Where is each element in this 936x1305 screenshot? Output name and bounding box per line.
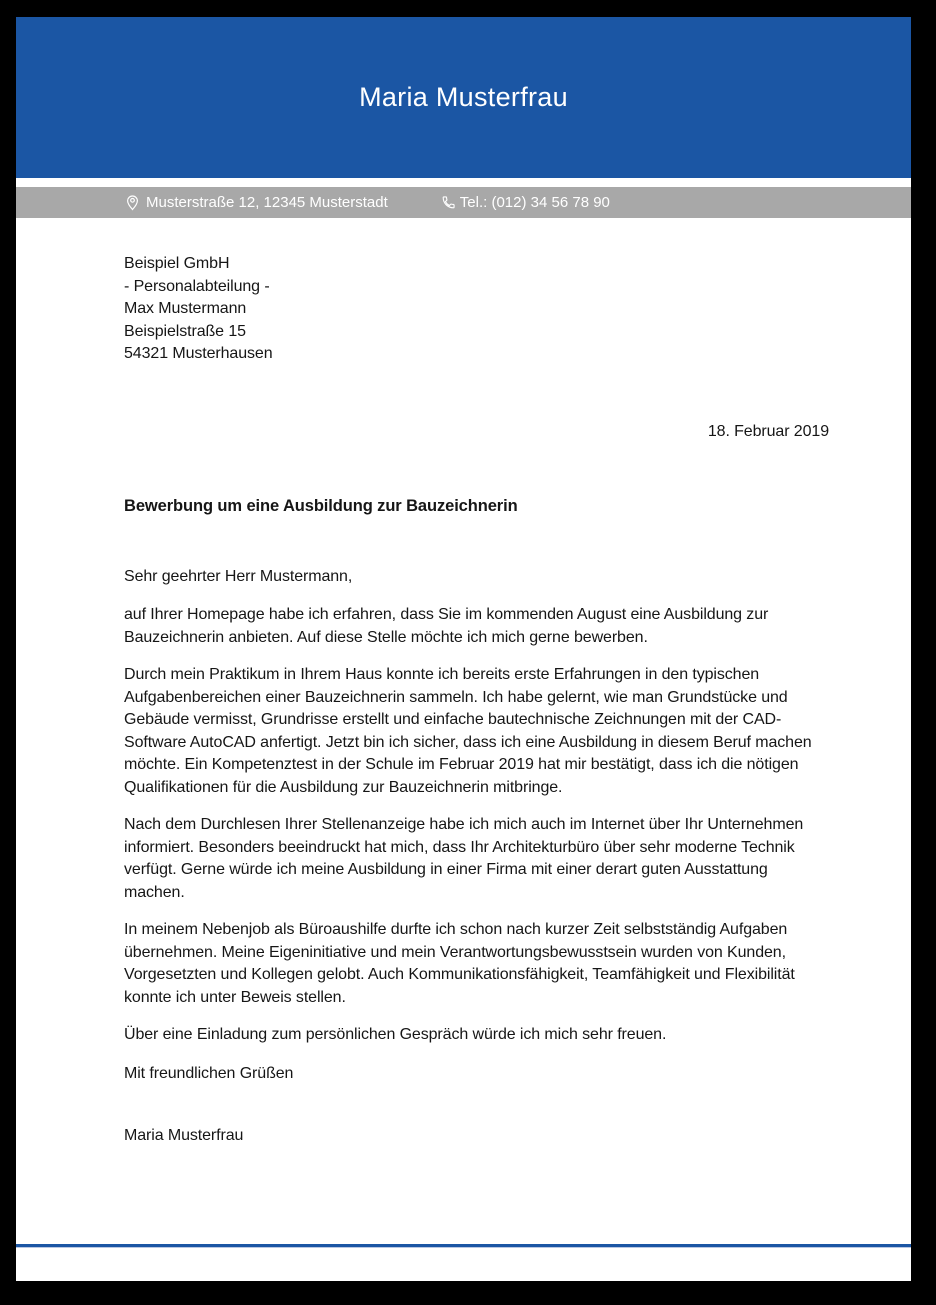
contact-phone	[441, 194, 610, 211]
recipient-address-block	[124, 253, 829, 366]
recipient-line: Beispielstraße 15	[124, 322, 246, 340]
recipient-line: 54321 Musterhausen	[124, 345, 273, 363]
recipient-line: Max Mustermann	[124, 300, 247, 318]
header-band	[16, 17, 911, 178]
sender-name: Maria Musterfrau	[359, 82, 568, 112]
recipient-line: Beispiel GmbH	[124, 255, 230, 272]
letter-page	[16, 17, 911, 1281]
map-pin-icon	[126, 194, 139, 211]
phone-text: Tel.: (012) 34 56 78 90	[459, 194, 610, 211]
paragraph: Durch mein Praktikum in Ihrem Haus konnte ich bereits erste Erfahrungen in den typischen Aufgabenbereichen einer Bauzeichnerin sammeln. Ich habe gelernt, wie man Grundstücke und Gebäude vermisst, Grundrisse erstellt und einfache bautechnische Zeichnungen mit der CAD-Software AutoCAD anfertigt. Jetzt bin ich sicher, dass ich eine Ausbildung in diesem Beruf machen möchte. Ein Kompetenztest in der Schule im Februar 2019 hat mir bestätigt, dass ich die nötigen Qualifikationen für die Ausbildung zur Bauzeichnerin mitbringe.	[124, 666, 812, 796]
address-text: Musterstraße 12, 12345 Musterstadt	[146, 194, 388, 211]
phone-icon	[441, 195, 456, 210]
letter-date: 18. Februar 2019	[707, 422, 829, 440]
valediction: Mit freundlichen Grüßen	[124, 1064, 294, 1082]
recipient-line: - Personalabteilung -	[124, 277, 270, 295]
salutation: Sehr geehrter Herr Mustermann,	[124, 567, 353, 585]
contact-bar	[16, 187, 911, 218]
subject-line: Bewerbung um eine Ausbildung zur Bauzeichnerin	[124, 497, 518, 516]
signature-name: Maria Musterfrau	[124, 1127, 244, 1145]
paragraph: Über eine Einladung zum persönlichen Gespräch würde ich mich sehr freuen.	[124, 1026, 667, 1044]
paragraph: Nach dem Durchlesen Ihrer Stellenanzeige habe ich mich auch im Internet über Ihr Unternehmen informiert. Besonders beeindruckt hat mich, dass Ihr Architekturbüro über sehr moderne Technik verfügt. Gerne würde ich meine Ausbildung in einer Firma mit einer derart guten Ausstattung machen.	[124, 816, 804, 901]
letter-body	[124, 253, 829, 1148]
bottom-accent-rule-highlight	[16, 1247, 911, 1248]
paragraph: In meinem Nebenjob als Büroaushilfe durfte ich schon nach kurzer Zeit selbstständig Aufgaben übernehmen. Meine Eigeninitiative und mein Verantwortungsbewusstsein wurden von Kunden, Vorgesetzten und Kollegen gelobt. Auch Kommunikationsfähigkeit, Teamfähigkeit und Flexibilität konnte ich unter Beweis stellen.	[124, 921, 795, 1006]
contact-address	[126, 194, 388, 211]
paragraph: auf Ihrer Homepage habe ich erfahren, dass Sie im kommenden August eine Ausbildung zur Bauzeichnerin anbieten. Auf diese Stelle möchte ich mich gerne bewerben.	[124, 606, 769, 646]
